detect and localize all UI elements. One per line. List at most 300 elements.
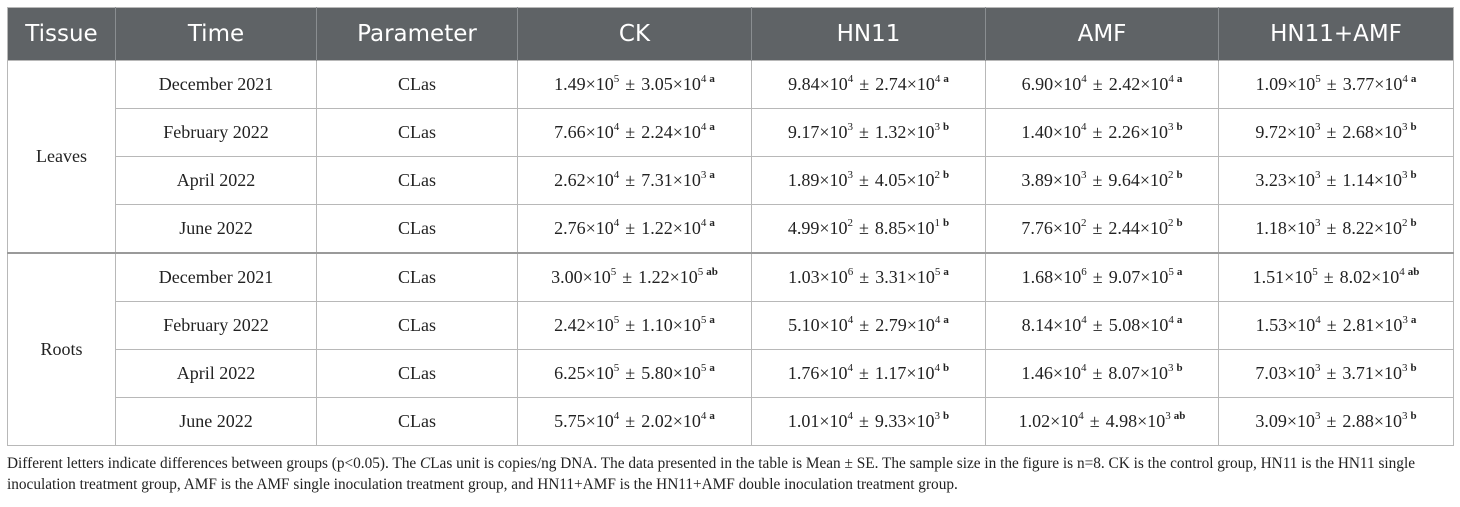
parameter-cell: CLas — [317, 205, 518, 254]
mean-exponent: 3 — [1080, 169, 1087, 181]
value-cell — [518, 109, 752, 157]
se-exponent: 5 — [700, 362, 707, 374]
mean-exponent: 5 — [613, 73, 620, 85]
significance-letter: b — [1410, 169, 1417, 181]
times-ten: ×10 — [1053, 315, 1082, 335]
times-ten: ×10 — [582, 267, 611, 287]
significance-letter: b — [943, 217, 950, 229]
times-ten: ×10 — [672, 122, 701, 142]
plus-minus: ± — [1326, 411, 1337, 431]
se-mantissa: 3.71 — [1342, 363, 1374, 383]
table-row — [8, 302, 1454, 350]
times-ten: ×10 — [1373, 218, 1403, 238]
mean-exponent: 3 — [1314, 169, 1321, 181]
significance-letter: ab — [1173, 410, 1186, 422]
mean-mantissa: 3.23 — [1255, 170, 1287, 190]
mean-mantissa: 6.90 — [1021, 74, 1054, 94]
times-ten: ×10 — [672, 363, 701, 383]
plus-minus: ± — [625, 74, 636, 94]
footnote-pre: Different letters indicate differences between groups (p<0.05). The — [7, 455, 420, 472]
mean-exponent: 4 — [613, 410, 620, 422]
times-ten: ×10 — [906, 122, 935, 142]
parameter-cell: CLas — [317, 253, 518, 302]
se-mantissa: 2.68 — [1342, 122, 1374, 142]
times-ten: ×10 — [669, 267, 698, 287]
parameter-cell: CLas — [317, 398, 518, 446]
value-cell — [518, 253, 752, 302]
times-ten: ×10 — [1139, 218, 1169, 238]
times-ten: ×10 — [906, 411, 935, 431]
mean-mantissa: 3.09 — [1255, 411, 1287, 431]
value-cell — [752, 205, 986, 254]
se-exponent: 4 — [934, 314, 941, 326]
time-cell: June 2022 — [116, 205, 317, 254]
times-ten: ×10 — [819, 411, 848, 431]
se-mantissa: 1.22 — [641, 218, 673, 238]
times-ten: ×10 — [1137, 411, 1166, 431]
significance-letter: b — [1176, 121, 1183, 133]
se-exponent: 5 — [934, 266, 941, 278]
times-ten: ×10 — [819, 315, 848, 335]
times-ten: ×10 — [1287, 315, 1316, 335]
mean-exponent: 4 — [847, 73, 854, 85]
significance-letter: a — [1410, 73, 1417, 85]
mean-exponent: 4 — [1081, 314, 1087, 326]
se-mantissa: 1.32 — [874, 122, 907, 142]
value-cell — [752, 350, 986, 398]
se-exponent: 3 — [1402, 410, 1408, 422]
significance-letter: a — [709, 362, 715, 374]
plus-minus: ± — [858, 122, 869, 142]
times-ten: ×10 — [819, 363, 848, 383]
mean-mantissa: 9.17 — [787, 122, 820, 142]
se-mantissa: 5.08 — [1108, 315, 1141, 335]
significance-letter: a — [709, 314, 715, 326]
times-ten: ×10 — [1286, 170, 1315, 190]
mean-exponent: 3 — [847, 169, 853, 181]
se-mantissa: 4.98 — [1105, 411, 1138, 431]
times-ten: ×10 — [1371, 267, 1400, 287]
header-ck: CK — [518, 8, 752, 61]
mean-mantissa: 1.53 — [1255, 315, 1288, 335]
table-row — [8, 398, 1454, 446]
plus-minus: ± — [625, 170, 636, 190]
mean-mantissa: 8.14 — [1021, 315, 1054, 335]
times-ten: ×10 — [1286, 411, 1315, 431]
value-cell — [752, 253, 986, 302]
plus-minus: ± — [1326, 122, 1337, 142]
mean-exponent: 4 — [847, 314, 854, 326]
significance-letter: b — [1410, 217, 1417, 229]
results-table — [7, 7, 1454, 446]
mean-mantissa: 1.09 — [1255, 74, 1288, 94]
value-cell — [1219, 350, 1454, 398]
significance-letter: b — [943, 169, 950, 181]
table-row — [8, 205, 1454, 254]
se-mantissa: 1.14 — [1342, 170, 1374, 190]
times-ten: ×10 — [1373, 363, 1403, 383]
se-exponent: 3 — [1165, 410, 1171, 422]
se-mantissa: 4.05 — [874, 170, 907, 190]
value-cell — [1219, 398, 1454, 446]
plus-minus: ± — [1092, 74, 1103, 94]
plus-minus: ± — [1326, 74, 1337, 94]
mean-mantissa: 1.18 — [1255, 218, 1287, 238]
value-cell — [986, 253, 1219, 302]
se-exponent: 4 — [1402, 73, 1408, 85]
times-ten: ×10 — [1140, 315, 1169, 335]
mean-exponent: 5 — [613, 362, 620, 374]
mean-mantissa: 1.51 — [1252, 267, 1285, 287]
significance-letter: ab — [1407, 266, 1420, 278]
significance-letter: a — [1176, 73, 1183, 85]
times-ten: ×10 — [585, 315, 614, 335]
mean-exponent: 5 — [610, 266, 617, 278]
times-ten: ×10 — [819, 122, 848, 142]
se-exponent: 3 — [700, 169, 707, 181]
value-cell — [1219, 302, 1454, 350]
se-exponent: 4 — [1168, 314, 1174, 326]
times-ten: ×10 — [1053, 74, 1082, 94]
se-mantissa: 9.07 — [1108, 267, 1141, 287]
mean-exponent: 6 — [1081, 266, 1087, 278]
plus-minus: ± — [858, 411, 869, 431]
se-mantissa: 1.22 — [638, 267, 670, 287]
times-ten: ×10 — [1139, 122, 1169, 142]
se-mantissa: 2.81 — [1342, 315, 1375, 335]
times-ten: ×10 — [1373, 170, 1403, 190]
mean-exponent: 4 — [1315, 314, 1321, 326]
se-exponent: 4 — [934, 362, 941, 374]
se-mantissa: 1.17 — [874, 363, 907, 383]
mean-mantissa: 2.76 — [554, 218, 586, 238]
se-mantissa: 2.26 — [1108, 122, 1140, 142]
significance-letter: a — [709, 217, 715, 229]
value-cell — [518, 205, 752, 254]
se-exponent: 4 — [1168, 73, 1174, 85]
parameter-cell: CLas — [317, 109, 518, 157]
value-cell — [1219, 253, 1454, 302]
times-ten: ×10 — [1287, 74, 1316, 94]
plus-minus: ± — [1326, 218, 1337, 238]
mean-mantissa: 7.66 — [554, 122, 586, 142]
significance-letter: b — [1176, 169, 1183, 181]
se-mantissa: 8.02 — [1339, 267, 1372, 287]
value-cell — [752, 302, 986, 350]
se-mantissa: 2.44 — [1108, 218, 1140, 238]
se-exponent: 4 — [934, 73, 941, 85]
value-cell — [986, 109, 1219, 157]
times-ten: ×10 — [1140, 267, 1169, 287]
value-cell — [752, 109, 986, 157]
times-ten: ×10 — [585, 170, 614, 190]
plus-minus: ± — [1326, 315, 1337, 335]
times-ten: ×10 — [819, 170, 848, 190]
plus-minus: ± — [622, 267, 633, 287]
mean-exponent: 2 — [1080, 217, 1087, 229]
mean-exponent: 3 — [847, 121, 853, 133]
header-hn11-amf: HN11+AMF — [1219, 8, 1454, 61]
se-exponent: 5 — [697, 266, 704, 278]
significance-letter: b — [1410, 362, 1417, 374]
time-cell: February 2022 — [116, 302, 317, 350]
se-mantissa: 8.85 — [874, 218, 907, 238]
times-ten: ×10 — [1139, 363, 1169, 383]
se-exponent: 3 — [1402, 169, 1408, 181]
se-mantissa: 9.33 — [874, 411, 907, 431]
plus-minus: ± — [858, 170, 869, 190]
se-exponent: 3 — [934, 121, 941, 133]
se-exponent: 2 — [1168, 169, 1174, 181]
tissue-cell: Leaves — [8, 61, 116, 254]
significance-letter: a — [709, 121, 715, 133]
tissue-cell: Roots — [8, 253, 116, 446]
times-ten: ×10 — [1286, 122, 1315, 142]
plus-minus: ± — [625, 411, 636, 431]
plus-minus: ± — [859, 74, 870, 94]
se-mantissa: 3.31 — [875, 267, 907, 287]
value-cell — [752, 398, 986, 446]
significance-letter: a — [943, 266, 949, 278]
se-exponent: 3 — [934, 410, 941, 422]
times-ten: ×10 — [1373, 122, 1403, 142]
se-mantissa: 3.05 — [641, 74, 673, 94]
mean-exponent: 5 — [1315, 73, 1321, 85]
times-ten: ×10 — [819, 74, 848, 94]
se-exponent: 2 — [1168, 217, 1174, 229]
times-ten: ×10 — [906, 218, 935, 238]
plus-minus: ± — [859, 267, 870, 287]
value-cell — [1219, 61, 1454, 109]
parameter-cell: CLas — [317, 350, 518, 398]
mean-mantissa: 3.00 — [551, 267, 583, 287]
times-ten: ×10 — [906, 267, 935, 287]
times-ten: ×10 — [1373, 411, 1403, 431]
value-cell — [1219, 109, 1454, 157]
mean-mantissa: 7.76 — [1021, 218, 1053, 238]
mean-mantissa: 1.40 — [1021, 122, 1053, 142]
mean-mantissa: 9.84 — [788, 74, 820, 94]
times-ten: ×10 — [585, 122, 614, 142]
times-ten: ×10 — [906, 74, 935, 94]
times-ten: ×10 — [585, 363, 614, 383]
mean-exponent: 3 — [1314, 121, 1321, 133]
header-time: Time — [116, 8, 317, 61]
plus-minus: ± — [859, 315, 870, 335]
mean-exponent: 3 — [1314, 217, 1321, 229]
mean-mantissa: 7.03 — [1255, 363, 1287, 383]
se-mantissa: 2.74 — [875, 74, 907, 94]
se-mantissa: 5.80 — [641, 363, 673, 383]
mean-exponent: 5 — [1312, 266, 1318, 278]
times-ten: ×10 — [1140, 74, 1169, 94]
mean-exponent: 4 — [1080, 121, 1087, 133]
table-row — [8, 253, 1454, 302]
se-exponent: 3 — [1402, 314, 1408, 326]
times-ten: ×10 — [1374, 74, 1403, 94]
times-ten: ×10 — [672, 411, 701, 431]
significance-letter: b — [943, 362, 950, 374]
mean-mantissa: 1.49 — [554, 74, 586, 94]
plus-minus: ± — [625, 315, 636, 335]
se-exponent: 4 — [700, 217, 707, 229]
value-cell — [986, 398, 1219, 446]
value-cell — [986, 205, 1219, 254]
times-ten: ×10 — [672, 170, 701, 190]
plus-minus: ± — [1092, 122, 1103, 142]
significance-letter: a — [709, 73, 715, 85]
se-mantissa: 7.31 — [641, 170, 673, 190]
significance-letter: a — [709, 410, 715, 422]
se-mantissa: 9.64 — [1108, 170, 1140, 190]
table-row — [8, 157, 1454, 205]
time-cell: April 2022 — [116, 157, 317, 205]
parameter-cell: CLas — [317, 157, 518, 205]
times-ten: ×10 — [1286, 363, 1315, 383]
se-mantissa: 2.88 — [1342, 411, 1374, 431]
mean-exponent: 3 — [1314, 362, 1321, 374]
se-mantissa: 3.77 — [1342, 74, 1375, 94]
times-ten: ×10 — [1052, 218, 1081, 238]
se-mantissa: 2.02 — [641, 411, 673, 431]
se-exponent: 3 — [1402, 121, 1408, 133]
significance-letter: b — [1176, 362, 1183, 374]
table-row — [8, 350, 1454, 398]
significance-letter: a — [943, 314, 949, 326]
mean-mantissa: 5.10 — [788, 315, 820, 335]
se-exponent: 4 — [1399, 266, 1405, 278]
mean-mantissa: 1.03 — [788, 267, 820, 287]
mean-mantissa: 5.75 — [554, 411, 586, 431]
significance-letter: a — [1176, 314, 1183, 326]
times-ten: ×10 — [1053, 267, 1082, 287]
footnote-post: Las unit is copies/ng DNA. The data presented in the table is Mean ± SE. The sample size in the figure is n=8. CK is the control group, HN11 is the HN11 single inoculation treatment group, AMF is the AMF single inoculation treatment group, and HN11+AMF is the HN11+AMF double inoculation treatment group. — [7, 455, 1415, 493]
times-ten: ×10 — [819, 218, 848, 238]
mean-exponent: 3 — [1314, 410, 1321, 422]
mean-mantissa: 6.25 — [554, 363, 586, 383]
value-cell — [518, 302, 752, 350]
mean-exponent: 4 — [1078, 410, 1084, 422]
plus-minus: ± — [625, 218, 636, 238]
value-cell — [752, 157, 986, 205]
value-cell — [986, 302, 1219, 350]
mean-exponent: 4 — [613, 217, 620, 229]
plus-minus: ± — [1092, 267, 1103, 287]
times-ten: ×10 — [906, 170, 935, 190]
times-ten: ×10 — [672, 74, 701, 94]
mean-exponent: 2 — [847, 217, 853, 229]
se-exponent: 4 — [700, 73, 707, 85]
value-cell — [1219, 157, 1454, 205]
significance-letter: b — [943, 121, 950, 133]
value-cell — [752, 61, 986, 109]
times-ten: ×10 — [1052, 122, 1081, 142]
mean-exponent: 4 — [613, 169, 620, 181]
table-footnote — [7, 453, 1453, 495]
significance-letter: a — [709, 169, 715, 181]
mean-mantissa: 1.46 — [1021, 363, 1053, 383]
times-ten: ×10 — [1050, 411, 1079, 431]
plus-minus: ± — [1089, 411, 1100, 431]
plus-minus: ± — [858, 363, 869, 383]
se-mantissa: 8.07 — [1108, 363, 1140, 383]
se-exponent: 4 — [700, 121, 707, 133]
se-mantissa: 8.22 — [1342, 218, 1374, 238]
mean-mantissa: 9.72 — [1255, 122, 1287, 142]
plus-minus: ± — [1092, 363, 1103, 383]
parameter-cell: CLas — [317, 61, 518, 109]
se-mantissa: 2.24 — [641, 122, 673, 142]
mean-mantissa: 4.99 — [787, 218, 820, 238]
significance-letter: b — [1410, 410, 1417, 422]
mean-exponent: 6 — [847, 266, 854, 278]
se-exponent: 1 — [934, 217, 941, 229]
mean-mantissa: 1.76 — [787, 363, 820, 383]
value-cell — [518, 61, 752, 109]
plus-minus: ± — [1092, 170, 1103, 190]
plus-minus: ± — [625, 122, 636, 142]
plus-minus: ± — [1323, 267, 1334, 287]
results-table-container — [7, 7, 1453, 446]
plus-minus: ± — [1092, 315, 1103, 335]
header-amf: AMF — [986, 8, 1219, 61]
mean-mantissa: 1.68 — [1021, 267, 1054, 287]
significance-letter: a — [943, 73, 949, 85]
significance-letter: b — [943, 410, 950, 422]
value-cell — [1219, 205, 1454, 254]
times-ten: ×10 — [1052, 170, 1081, 190]
header-hn11: HN11 — [752, 8, 986, 61]
parameter-cell: CLas — [317, 302, 518, 350]
time-cell: December 2021 — [116, 253, 317, 302]
mean-mantissa: 2.62 — [554, 170, 586, 190]
time-cell: February 2022 — [116, 109, 317, 157]
footnote-italic: C — [420, 455, 431, 472]
se-exponent: 2 — [934, 169, 941, 181]
times-ten: ×10 — [585, 74, 614, 94]
se-mantissa: 1.10 — [641, 315, 673, 335]
se-exponent: 3 — [1402, 362, 1408, 374]
value-cell — [986, 350, 1219, 398]
mean-exponent: 4 — [847, 410, 853, 422]
times-ten: ×10 — [1284, 267, 1313, 287]
times-ten: ×10 — [906, 363, 935, 383]
mean-mantissa: 1.89 — [787, 170, 820, 190]
mean-mantissa: 2.42 — [554, 315, 586, 335]
table-row — [8, 61, 1454, 109]
mean-mantissa: 1.02 — [1018, 411, 1051, 431]
plus-minus: ± — [1326, 363, 1337, 383]
times-ten: ×10 — [585, 411, 614, 431]
header-row — [8, 8, 1454, 61]
mean-exponent: 4 — [847, 362, 853, 374]
time-cell: April 2022 — [116, 350, 317, 398]
value-cell — [518, 398, 752, 446]
se-exponent: 5 — [700, 314, 707, 326]
mean-mantissa: 3.89 — [1021, 170, 1053, 190]
table-body — [8, 61, 1454, 446]
time-cell: June 2022 — [116, 398, 317, 446]
times-ten: ×10 — [672, 315, 701, 335]
significance-letter: ab — [706, 266, 718, 278]
times-ten: ×10 — [906, 315, 935, 335]
significance-letter: b — [1410, 121, 1417, 133]
se-exponent: 5 — [1168, 266, 1174, 278]
times-ten: ×10 — [1139, 170, 1169, 190]
mean-exponent: 4 — [613, 121, 620, 133]
se-exponent: 3 — [1168, 121, 1174, 133]
plus-minus: ± — [1092, 218, 1103, 238]
